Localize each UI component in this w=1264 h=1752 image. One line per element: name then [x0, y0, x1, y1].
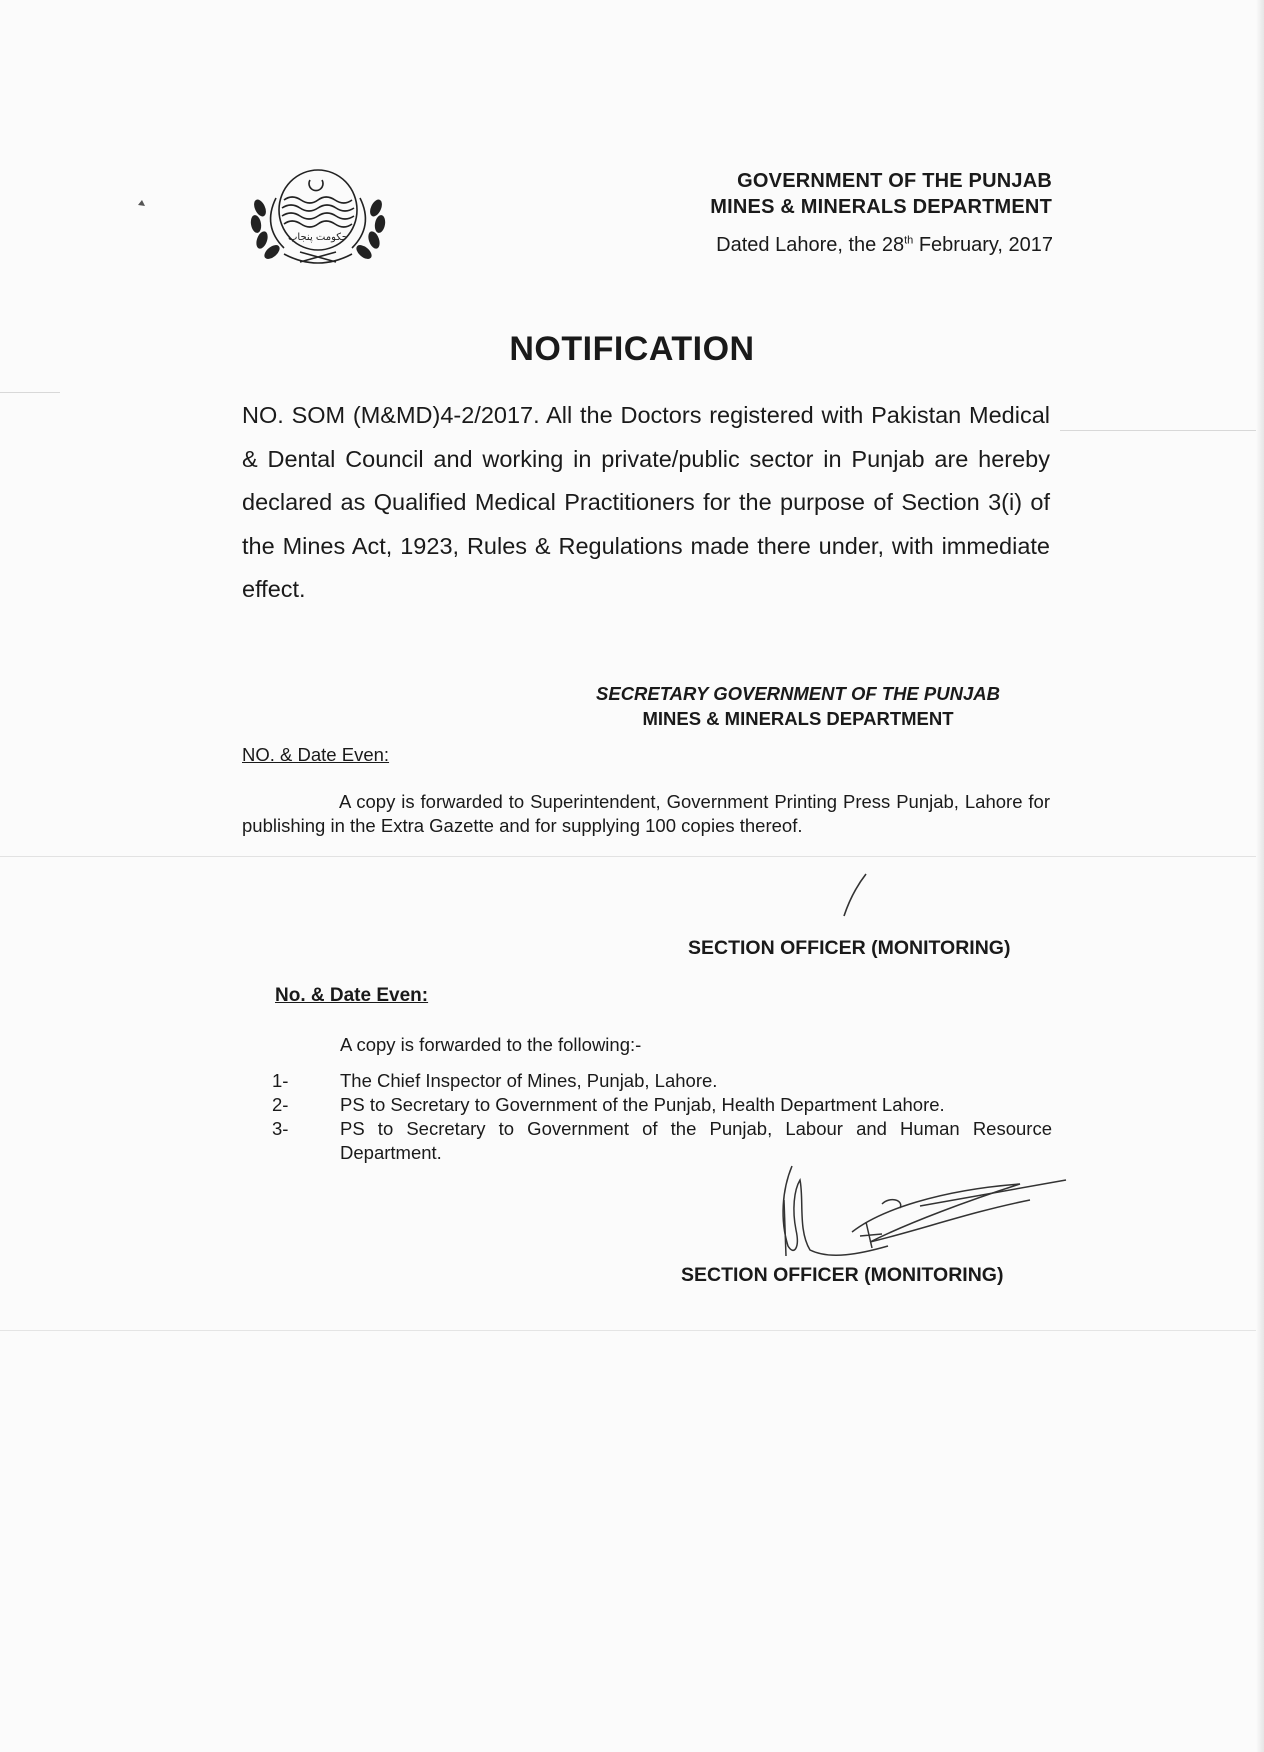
endorsement-1-ref: NO. & Date Even: [242, 744, 390, 765]
secretary-title: SECRETARY GOVERNMENT OF THE PUNJAB [596, 683, 1000, 704]
endorsement-1-signatory: SECTION OFFICER (MONITORING) [688, 937, 1011, 959]
endorsement-2-signatory: SECTION OFFICER (MONITORING) [681, 1264, 1004, 1286]
scan-fold-line [0, 856, 1264, 857]
page-title: NOTIFICATION [509, 330, 755, 368]
punjab-emblem-icon [240, 158, 396, 270]
scan-fold-line [0, 1330, 1264, 1331]
notification-text: NO. SOM (M&MD)4-2/2017. All the Doctors registered with Pakistan Medical & Dental Council and working in private/public sector in Punjab are hereby declared as Qualified Medical Practitioners for the purpose of Section 3(i) of the Mines Act, 1923, Rules & Regulations made there under, with immediate effect. [242, 402, 1050, 602]
list-item-number: 2- [272, 1094, 289, 1115]
dated-prefix: Dated Lahore, the 28 [716, 234, 905, 256]
emblem [240, 158, 396, 270]
list-item [272, 1093, 1052, 1117]
scan-speck [136, 196, 148, 208]
list-item-number: 3- [272, 1118, 289, 1139]
signature-icon [770, 1160, 1070, 1268]
scan-fold-line [1060, 430, 1264, 431]
list-item-number: 1- [272, 1070, 289, 1091]
list-item [272, 1117, 1052, 1165]
endorsement-2-ref: No. & Date Even: [275, 985, 429, 1006]
endorsement-1-text [242, 790, 1050, 838]
handwritten-signature [770, 1160, 1070, 1268]
dated-rest: February, 2017 [913, 234, 1053, 256]
list-item [272, 1069, 1052, 1093]
list-item-text: The Chief Inspector of Mines, Punjab, Lahore. [340, 1070, 718, 1091]
svg-text:حکومت پنجاب: حکومت پنجاب [288, 232, 348, 243]
recipient-list [272, 1069, 1052, 1165]
header-government: GOVERNMENT OF THE PUNJAB [737, 170, 1052, 192]
dated-suffix: th [904, 234, 914, 247]
list-item-text: PS to Secretary to Government of the Punjab, Labour and Human Resource Department. [340, 1118, 1052, 1163]
list-item-text: PS to Secretary to Government of the Punjab, Health Department Lahore. [340, 1094, 945, 1115]
header-department: MINES & MINERALS DEPARTMENT [710, 196, 1052, 218]
scan-fold-line [0, 392, 60, 393]
initial-mark-icon [842, 872, 868, 918]
endorsement-1-body: A copy is forwarded to Superintendent, Government Printing Press Punjab, Lahore for publishing in the Extra Gazette and for supplying 100 copies thereof. [242, 791, 1050, 836]
dated-line [716, 234, 1053, 257]
scan-edge-shadow [1256, 0, 1264, 1752]
endorsement-2-intro: A copy is forwarded to the following:- [340, 1034, 642, 1055]
secretary-department: MINES & MINERALS DEPARTMENT [642, 708, 954, 729]
